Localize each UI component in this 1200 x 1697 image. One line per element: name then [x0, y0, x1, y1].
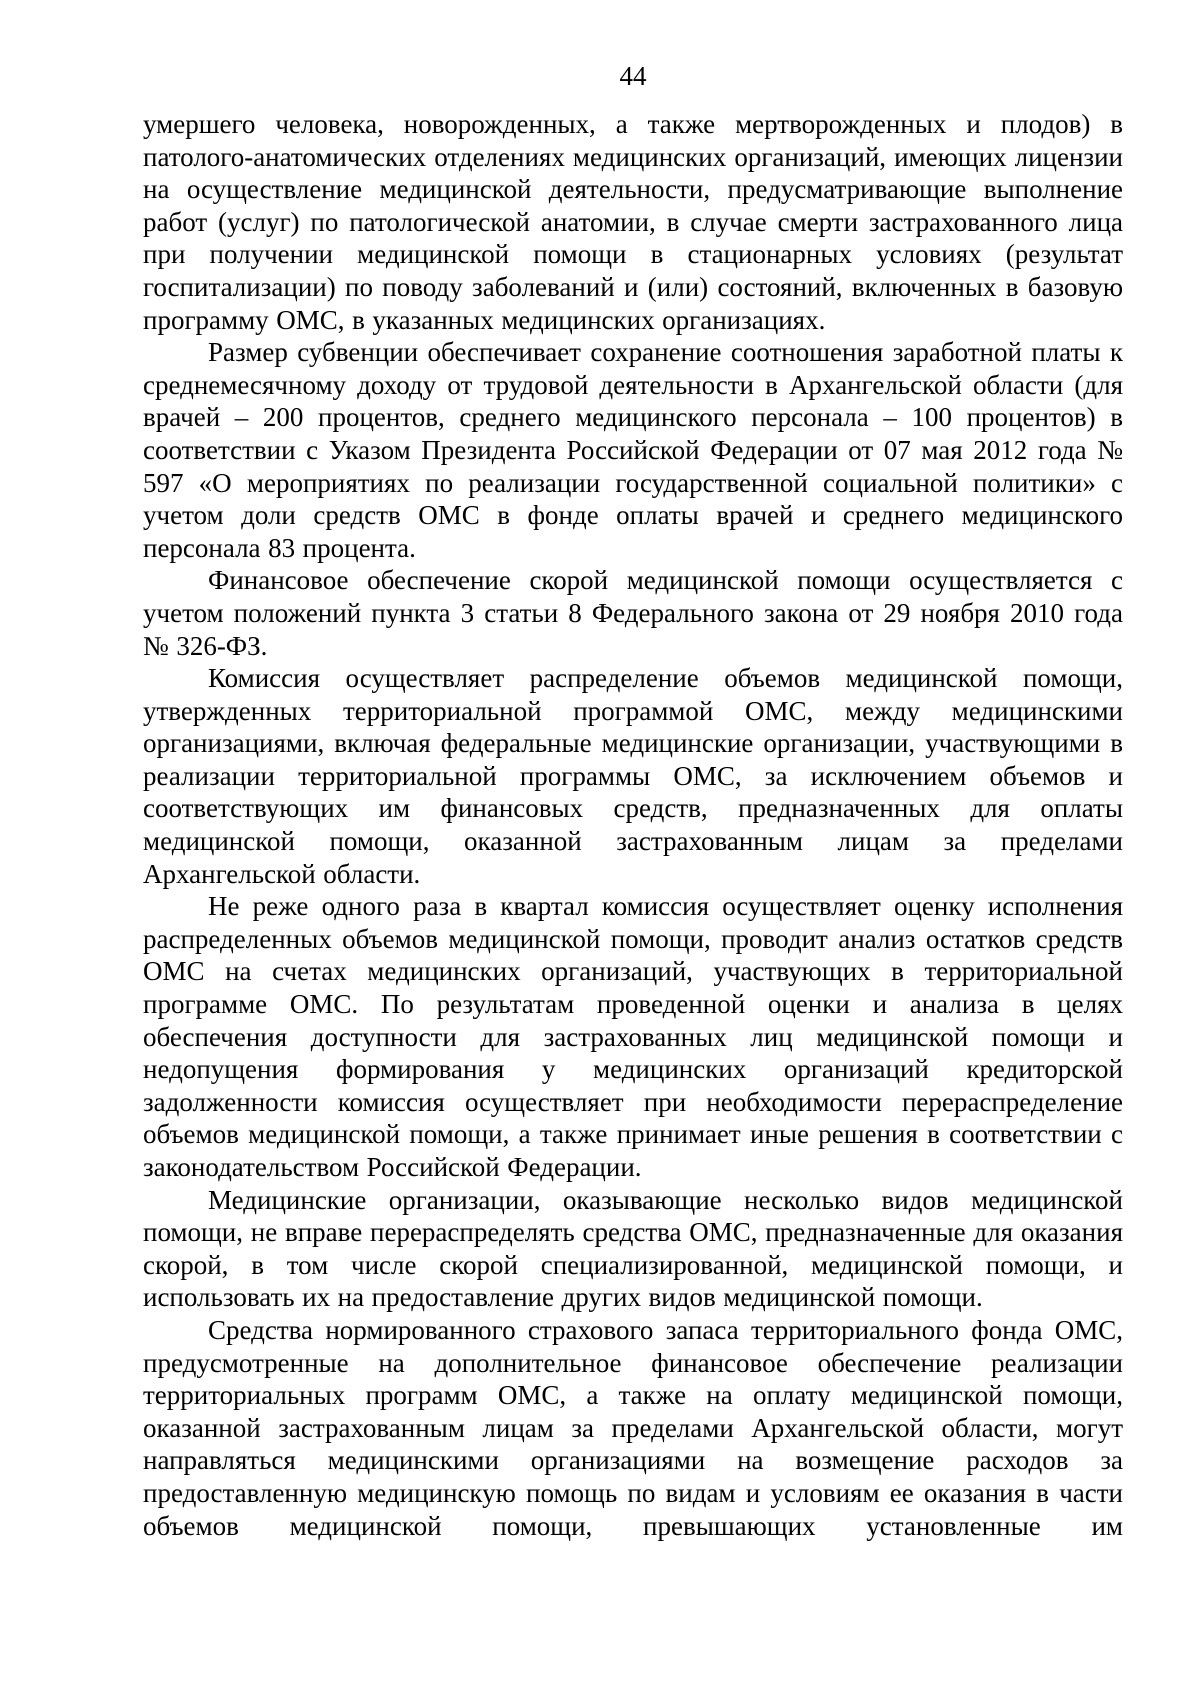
- page-number: 44: [619, 61, 647, 91]
- paragraph: Медицинские организации, оказывающие несколько видов медицинской помощи, не вправе перераспределять средства ОМС, предназначенные для оказания скорой, в том числе скорой специализированной, медицинской помощи, и использовать их на предоставление других видов медицинской помощи.: [143, 1184, 1123, 1313]
- paragraph: Комиссия осуществляет распределение объемов медицинской помощи, утвержденных территориальной программой ОМС, между медицинскими организациями, включая федеральные медицинские организации, участвующими в реализации территориальной программы ОМС, за исключением объемов и соответствующих им финансовых средств, предназначенных для оплаты медицинской помощи, оказанной застрахованным лицам за пределами Архангельской области.: [143, 663, 1123, 889]
- paragraph: Финансовое обеспечение скорой медицинской помощи осуществляется с учетом положений пункта 3 статьи 8 Федерального закона от 29 ноября 2010 года № 326-ФЗ.: [143, 565, 1123, 661]
- text-block: [143, 60, 1123, 1542]
- paragraph: умершего человека, новорожденных, а также мертворожденных и плодов) в патолого-анатомических отделениях медицинских организаций, имеющих лицензии на осуществление медицинской деятельности, предусматривающие выполнение работ (услуг) по патологической анатомии, в случае смерти застрахованного лица при получении медицинской помощи в стационарных условиях (результат госпитализации) по поводу заболеваний и (или) состояний, включенных в базовую программу ОМС, в указанных медицинских организациях.: [143, 109, 1123, 335]
- paragraph: Размер субвенции обеспечивает сохранение соотношения заработной платы к среднемесячному доходу от трудовой деятельности в Архангельской области (для врачей – 200 процентов, среднего медицинского персонала – 100 процентов) в соответствии с Указом Президента Российской Федерации от 07 мая 2012 года № 597 «О мероприятиях по реализации государственной социальной политики» с учетом доли средств ОМС в фонде оплаты врачей и среднего медицинского персонала 83 процента.: [143, 337, 1123, 563]
- paragraph: Средства нормированного страхового запаса территориального фонда ОМС, предусмотренные на дополнительное финансовое обеспечение реализации территориальных программ ОМС, а также на оплату медицинской помощи, оказанной застрахованным лицам за пределами Архангельской области, могут направляться медицинскими организациями на возмещение расходов за предоставленную медицинскую помощь по видам и условиям ее оказания в части объемов медицинской помощи, превышающих установленные им: [143, 1314, 1123, 1541]
- paragraph: Не реже одного раза в квартал комиссия осуществляет оценку исполнения распределенных объемов медицинской помощи, проводит анализ остатков средств ОМС на счетах медицинских организаций, участвующих в территориальной программе ОМС. По результатам проведенной оценки и анализа в целях обеспечения доступности для застрахованных лиц медицинской помощи и недопущения формирования у медицинских организаций кредиторской задолженности комиссия осуществляет при необходимости перераспределение объемов медицинской помощи, а также принимает иные решения в соответствии с законодательством Российской Федерации.: [143, 891, 1123, 1182]
